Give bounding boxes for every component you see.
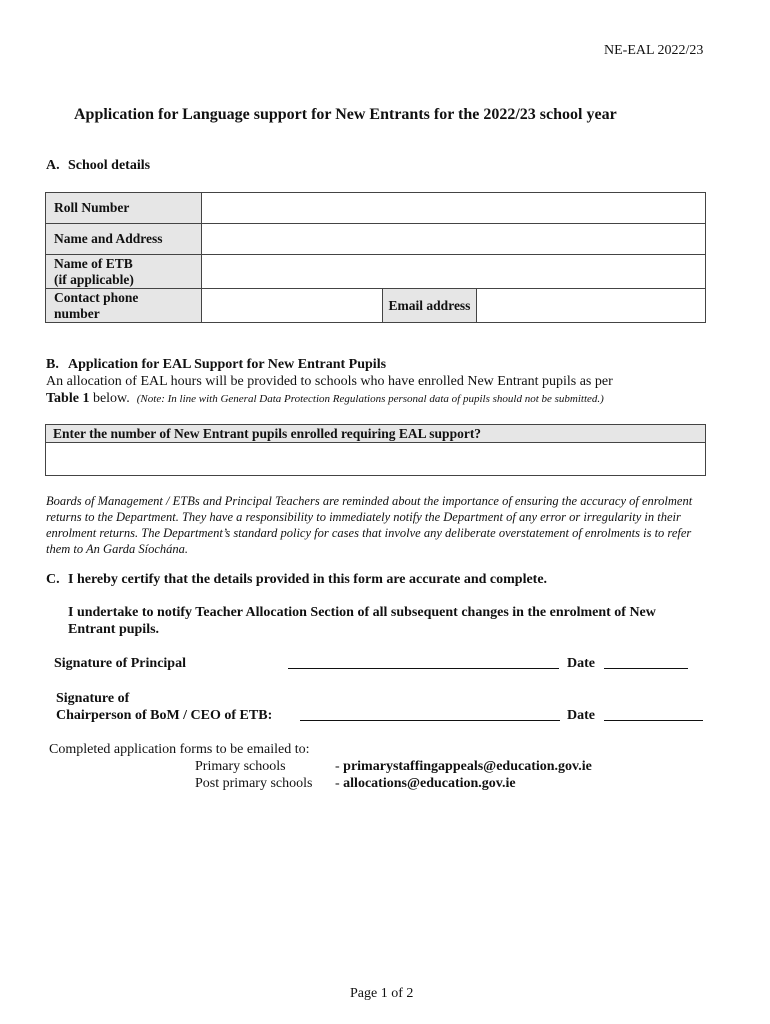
chair-signature-label-line1: Signature of [56, 691, 130, 706]
email-label: Email address [383, 289, 477, 323]
section-b-letter: B. [46, 357, 59, 372]
post-primary-dash: - [335, 776, 340, 791]
phone-field[interactable] [202, 289, 383, 323]
principal-date-line[interactable] [604, 656, 688, 669]
section-a-letter: A. [46, 158, 60, 173]
undertake-line2: Entrant pupils. [68, 622, 160, 637]
etb-label [46, 255, 202, 289]
new-entrant-count-field[interactable] [46, 443, 705, 475]
primary-email-row [335, 759, 592, 775]
chair-date-label: Date [567, 708, 595, 723]
certify-statement: I hereby certify that the details provided in this form are accurate and complete. [68, 572, 548, 587]
email-field[interactable] [477, 289, 706, 323]
primary-dash: - [335, 759, 340, 774]
section-a-heading [46, 158, 150, 174]
primary-email-link[interactable]: primarystaffingappeals@education.gov.ie [343, 759, 592, 774]
section-a-title: School details [68, 158, 151, 173]
undertake-line1: I undertake to notify Teacher Allocation Section of all subsequent changes in the enrolment of New [68, 605, 656, 620]
gdpr-note: (Note: In line with General Data Protection Regulations personal data of pupils should not be submitted.) [136, 393, 604, 405]
section-b-title: Application for EAL Support for New Entrant Pupils [68, 357, 387, 372]
principal-signature-label: Signature of Principal [54, 656, 186, 671]
section-c-heading [46, 572, 547, 588]
below-text: below. [92, 391, 130, 406]
post-primary-email-row [335, 776, 516, 792]
phone-label-line2: number [54, 305, 100, 321]
primary-schools-label: Primary schools [195, 759, 286, 774]
document-code: NE-EAL 2022/23 [604, 43, 704, 58]
principal-date-label: Date [567, 656, 595, 671]
page-title: Application for Language support for New Entrants for the 2022/23 school year [74, 106, 617, 123]
phone-label-line1: Contact phone [54, 289, 139, 305]
new-entrant-count-question: Enter the number of New Entrant pupils enrolled requiring EAL support? [46, 425, 705, 443]
section-b-heading [46, 357, 386, 373]
school-details-table [45, 192, 706, 323]
etb-field[interactable] [202, 255, 706, 289]
table-reference: Table 1 [46, 391, 90, 406]
section-c-letter: C. [46, 572, 60, 587]
etb-label-line2: (if applicable) [54, 271, 134, 287]
phone-label [46, 289, 202, 323]
reminder-paragraph: Boards of Management / ETBs and Principal Teachers are reminded about the importance of ensuring the accuracy of enrolment returns to the Department. They have a responsibility to immediately notify the Department of any error or irregularity in their enrolment returns. The Department’s standard policy for cases that involve any deliberate overstatement of enrolments is to refer them to An Garda Síochána. [46, 494, 693, 556]
new-entrant-count-box [45, 424, 706, 476]
roll-number-field[interactable] [202, 193, 706, 224]
chair-signature-line[interactable] [300, 708, 560, 721]
chair-date-line[interactable] [604, 708, 703, 721]
section-b-text-line2 [46, 391, 604, 407]
submission-intro: Completed application forms to be emailed to: [49, 742, 310, 757]
name-address-label: Name and Address [46, 224, 202, 255]
name-address-field[interactable] [202, 224, 706, 255]
post-primary-schools-label: Post primary schools [195, 776, 313, 791]
section-b-text-line1: An allocation of EAL hours will be provided to schools who have enrolled New Entrant pupils as per [46, 374, 613, 389]
etb-label-line1: Name of ETB [54, 255, 133, 271]
principal-signature-line[interactable] [288, 656, 559, 669]
chair-signature-label-line2: Chairperson of BoM / CEO of ETB: [56, 708, 273, 723]
page-number: Page 1 of 2 [350, 986, 414, 1001]
post-primary-email-link[interactable]: allocations@education.gov.ie [343, 776, 516, 791]
roll-number-label: Roll Number [46, 193, 202, 224]
